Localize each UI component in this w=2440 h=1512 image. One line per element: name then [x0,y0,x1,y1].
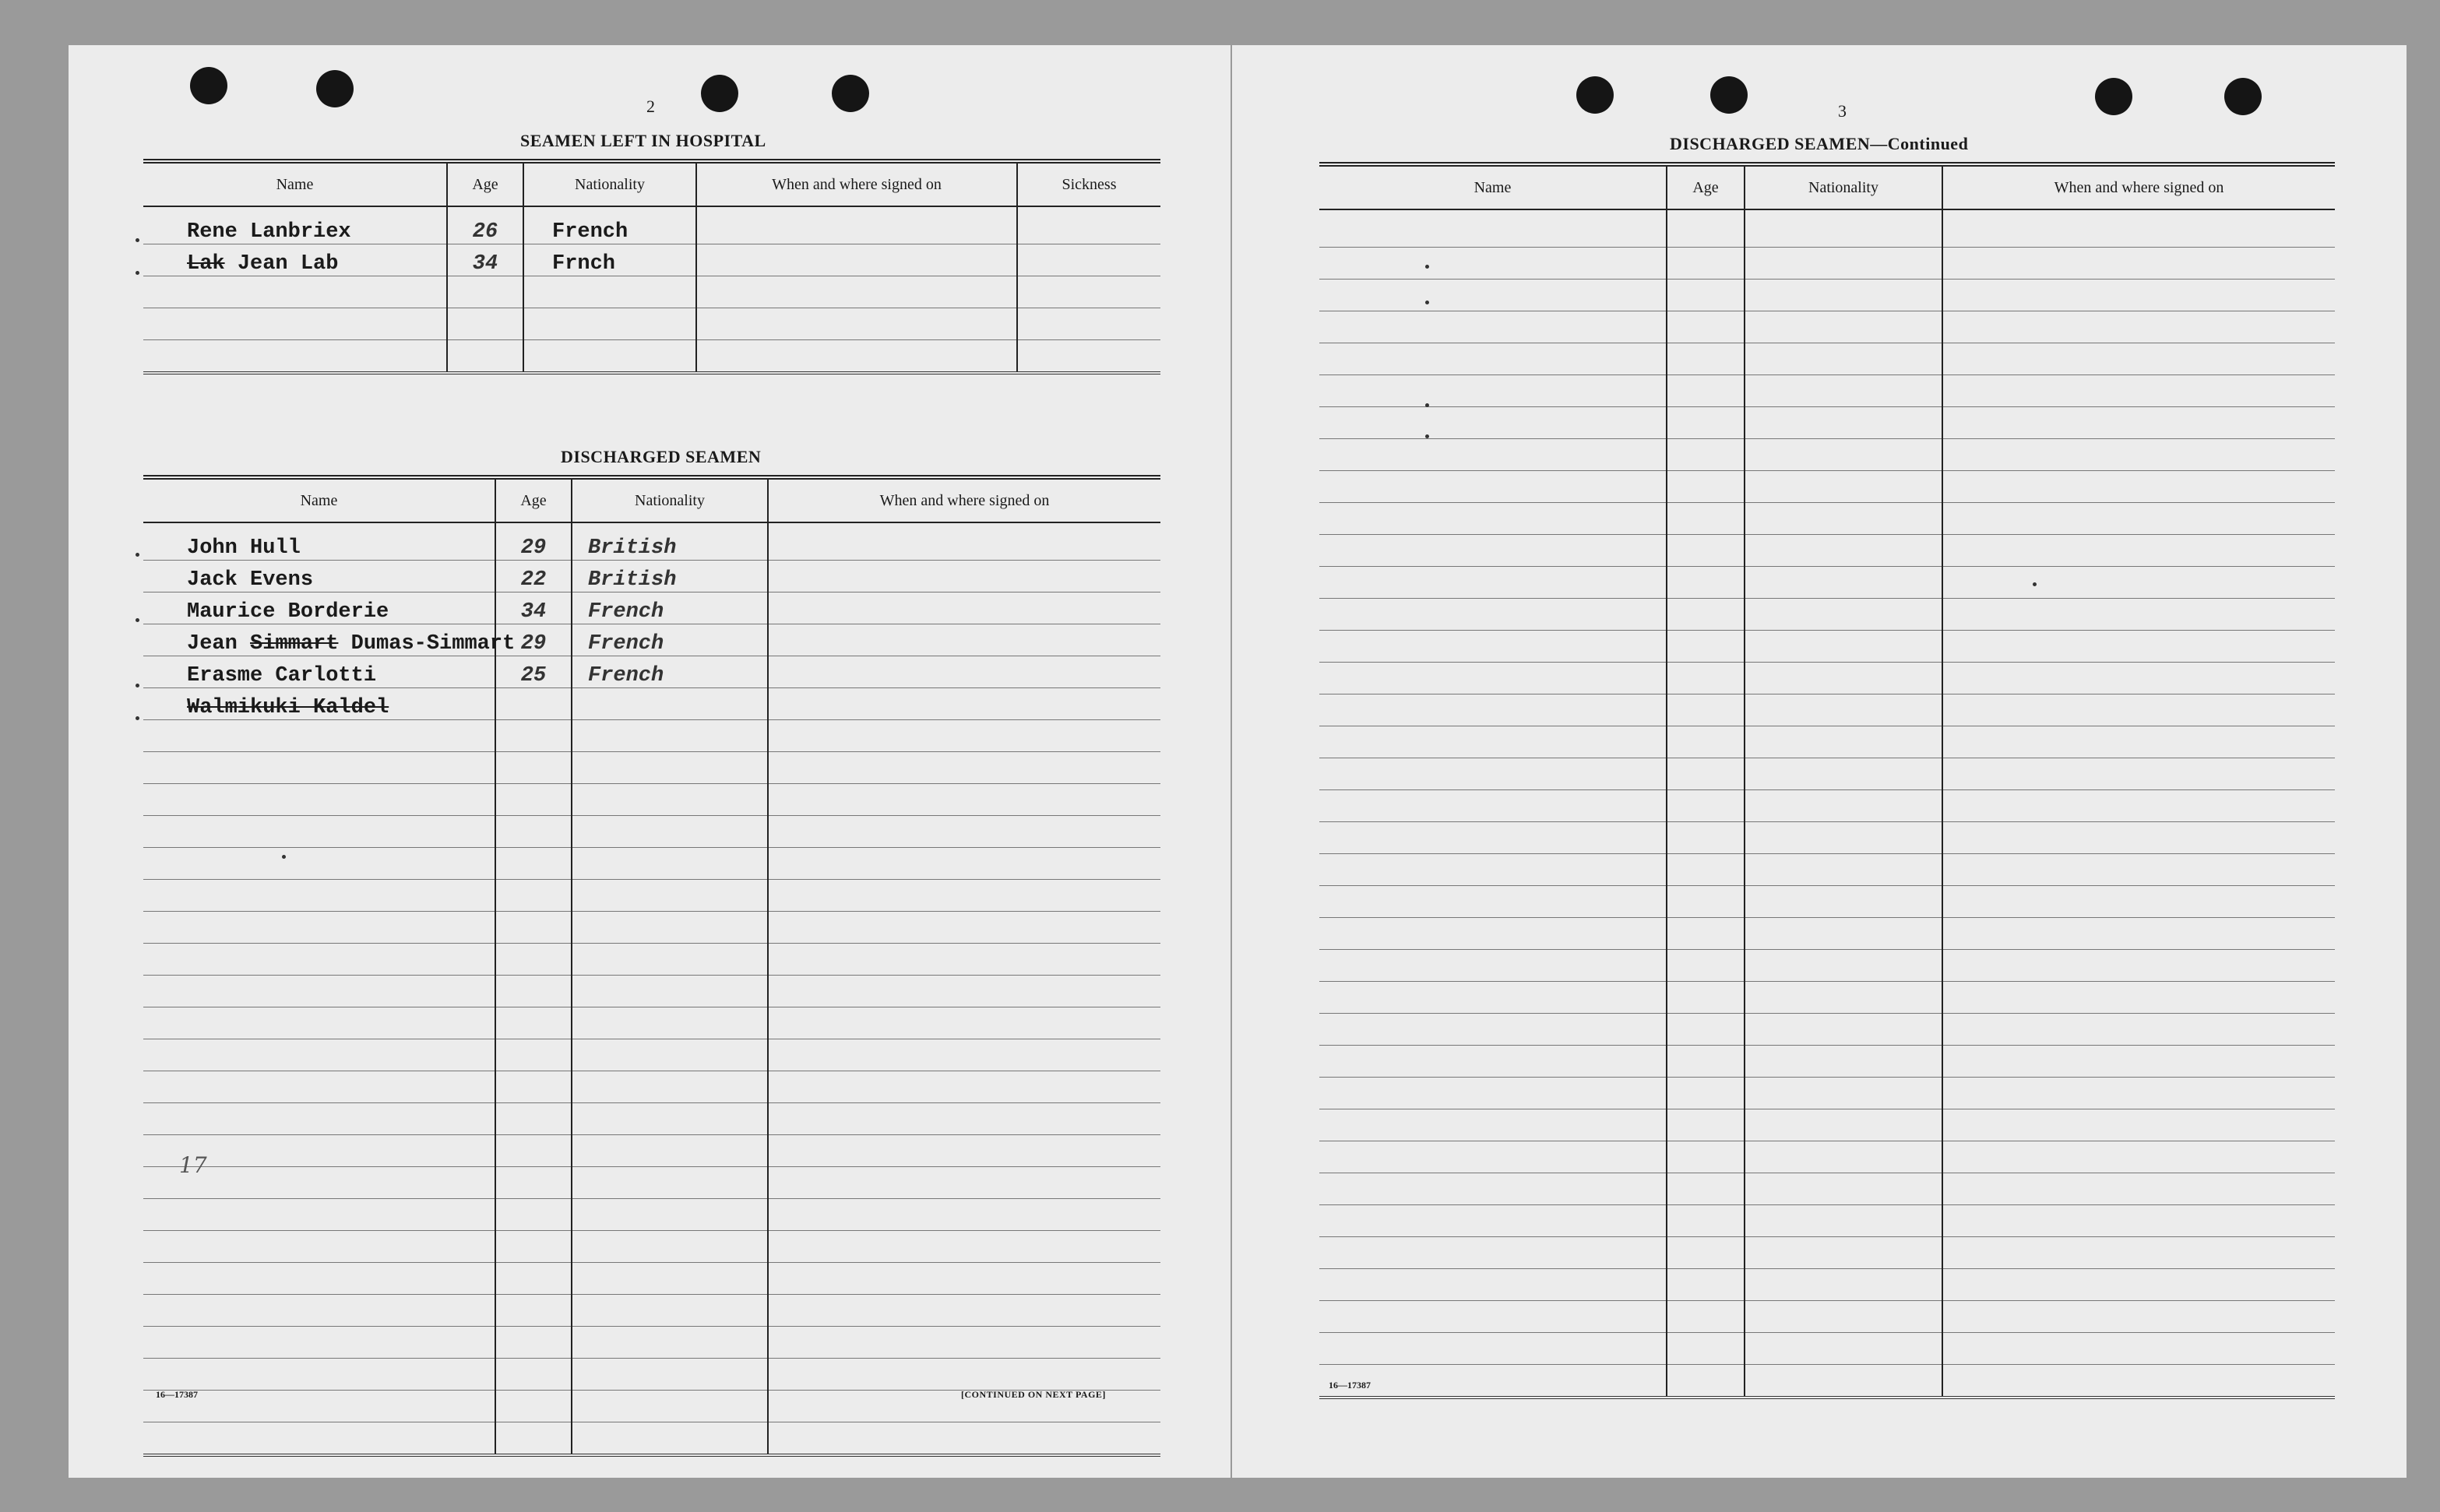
column-header: When and where signed on [696,161,1017,206]
bullet-mark [136,271,139,275]
bullet-mark [136,684,139,687]
seaman-age: 25 [495,656,572,687]
punch-hole-icon [1710,76,1748,114]
seaman-name: Jack Evens [143,560,495,592]
seaman-nationality: French [572,624,768,656]
column-header: Nationality [572,477,768,522]
column-header: Name [1319,164,1667,209]
bullet-mark [136,618,139,622]
column-header: Nationality [1745,164,1942,209]
seaman-name: John Hull [143,522,495,560]
bullet-mark [1425,403,1429,407]
seaman-age: 22 [495,560,572,592]
punch-hole-icon [190,67,227,104]
seaman-name [143,687,495,719]
table-row [143,656,1160,687]
seaman-age: 34 [447,244,523,276]
form-number: 16—17387 [156,1389,198,1400]
seaman-name: Maurice Borderie [143,592,495,624]
table-row [143,308,1160,339]
punch-hole-icon [2224,78,2262,115]
struck-text: Lak [187,251,225,276]
hospital-section-title: SEAMEN LEFT IN HOSPITAL [520,131,766,150]
seaman-name: Erasme Carlotti [143,656,495,687]
seaman-nationality: French [572,656,768,687]
column-header: Nationality [523,161,696,206]
bullet-mark [136,238,139,242]
right-page [1232,45,2407,1478]
bullet-mark [2033,582,2037,586]
seaman-age: 29 [495,624,572,656]
discharged-section-title: DISCHARGED SEAMEN [561,447,762,466]
continued-note: [CONTINUED ON NEXT PAGE] [961,1389,1106,1400]
discharged-continued-table [1319,162,2335,1399]
struck-text: Simmart [250,631,339,656]
seaman-age: 34 [495,592,572,624]
column-header: When and where signed on [768,477,1160,522]
table-row [143,687,1160,719]
header-row [143,161,1160,206]
punch-hole-icon [832,75,869,112]
table-row [143,244,1160,276]
column-header: Sickness [1017,161,1160,206]
table-row [143,206,1160,244]
punch-hole-icon [316,70,354,107]
bullet-mark [1425,301,1429,304]
table-row [143,592,1160,624]
header-row [1319,164,2335,209]
bullet-mark [136,553,139,557]
seaman-age: 29 [495,522,572,560]
bullet-mark [282,855,286,859]
seaman-nationality: British [572,522,768,560]
table-row [143,339,1160,373]
punch-hole-icon [2095,78,2132,115]
seaman-nationality: Frnch [523,244,696,276]
punch-hole-icon [701,75,738,112]
seaman-nationality: British [572,560,768,592]
seaman-nationality: French [523,206,696,244]
bullet-mark [1425,434,1429,438]
column-header: Age [447,161,523,206]
seaman-age: 26 [447,206,523,244]
seaman-name: Lak Jean Lab [143,244,447,276]
column-header: Name [143,477,495,522]
seaman-nationality: French [572,592,768,624]
punch-hole-icon [1576,76,1614,114]
table-row [143,624,1160,656]
table-row [143,560,1160,592]
table-row [143,522,1160,560]
header-row [143,477,1160,522]
seaman-name: Rene Lanbriex [143,206,447,244]
bullet-mark [136,716,139,720]
column-header: Age [1667,164,1745,209]
page-number: 3 [1838,101,1847,121]
column-header: Name [143,161,447,206]
bullet-mark [1425,265,1429,269]
column-header: When and where signed on [1942,164,2335,209]
table-row [143,276,1160,308]
discharged-continued-title: DISCHARGED SEAMEN—Continued [1670,134,1969,153]
page-number: 2 [646,97,655,116]
column-header: Age [495,477,572,522]
left-page [69,45,1231,1478]
margin-note: 17 [179,1152,207,1178]
struck-text: Walmikuki Kaldel [187,695,389,719]
hospital-table [143,159,1160,374]
seaman-name: Jean Simmart Dumas-Simmart [143,624,495,656]
discharged-table [143,475,1160,1457]
form-number: 16—17387 [1329,1380,1371,1391]
